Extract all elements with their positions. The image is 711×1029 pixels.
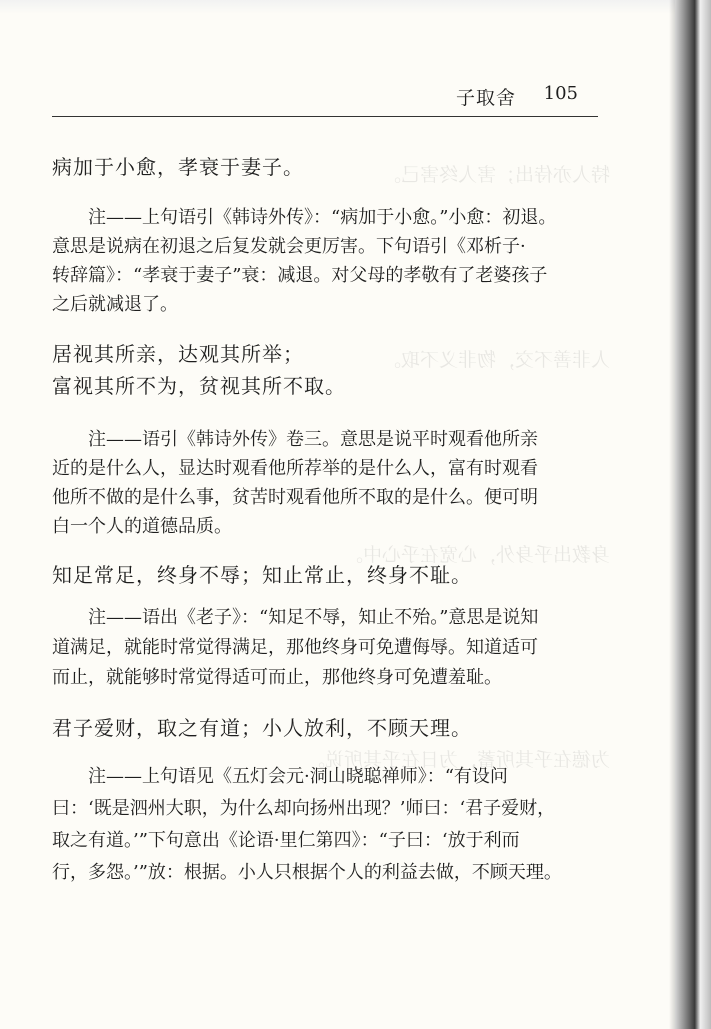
- note-line: 近的是什么人，显达时观看他所荐举的是什么人，富有时观看: [52, 458, 538, 479]
- running-title: 子取舍: [455, 87, 516, 109]
- note-line: 转辞篇》：“孝衰于妻子”衰：减退。对父母的孝敬有了老婆孩子: [52, 265, 548, 286]
- note-line: 行，多怨。’”放：根据。小人只根据个人的利益去做，不顾天理。: [52, 862, 562, 883]
- running-header: [0, 83, 578, 113]
- note-line: 取之有道。’”下句意出《论语·里仁第四》：“子曰：‘放于利而: [52, 830, 520, 851]
- quote-line: 病加于小愈，孝衰于妻子。: [52, 155, 304, 179]
- bleed-through-text: 特人亦侍出；害人终害己。: [381, 164, 610, 186]
- quote-line: 知足常足，终身不辱；知止常止，终身不耻。: [52, 563, 472, 587]
- note-line: 曰：‘既是泗州大职，为什么却向扬州出现？’师曰：‘君子爱财，: [52, 798, 556, 819]
- note-line: 道满足，就能时常觉得满足，那他终身可免遭侮辱。知道适可: [52, 637, 538, 658]
- bleed-through-text: 人非善不交，物非义不取。: [381, 349, 610, 371]
- note-line: 注——语出《老子》：“知足不辱，知止不殆。”意思是说知: [88, 607, 539, 628]
- page-top-shadow: [0, 0, 711, 14]
- quote-line: 居视其所亲，达观其所举；: [52, 342, 304, 366]
- quote-line: 富视其所不为，贫视其所不取。: [52, 374, 346, 398]
- note-line: 注——语引《韩诗外传》卷三。意思是说平时观看他所亲: [88, 429, 538, 450]
- note-line: 白一个人的道德品质。: [52, 516, 232, 537]
- page-number: 105: [543, 83, 578, 104]
- header-rule: [52, 116, 598, 117]
- note-line: 意思是说病在初退之后复发就会更厉害。下句语引《邓析子·: [52, 236, 526, 257]
- book-spine: [675, 0, 711, 1029]
- quote-line: 君子爱财，取之有道；小人放利，不顾天理。: [52, 716, 472, 740]
- bleed-through-text: 为德在乎其所蓄，为日在乎其所说。: [305, 749, 610, 771]
- note-line: 而止，就能够时常觉得适可而止，那他终身可免遭羞耻。: [52, 667, 502, 688]
- bleed-through-text: 身教出乎身外，心宽在乎心中。: [343, 544, 610, 566]
- note-line: 注——上句语见《五灯会元·洞山晓聪禅师》：“有设问: [88, 766, 508, 787]
- note-line: 他所不做的是什么事，贫苦时观看他所不取的是什么。便可明: [52, 487, 538, 508]
- note-line: 之后就减退了。: [52, 294, 178, 315]
- note-line: 注——上句语引《韩诗外传》：“病加于小愈。”小愈：初退。: [88, 207, 557, 228]
